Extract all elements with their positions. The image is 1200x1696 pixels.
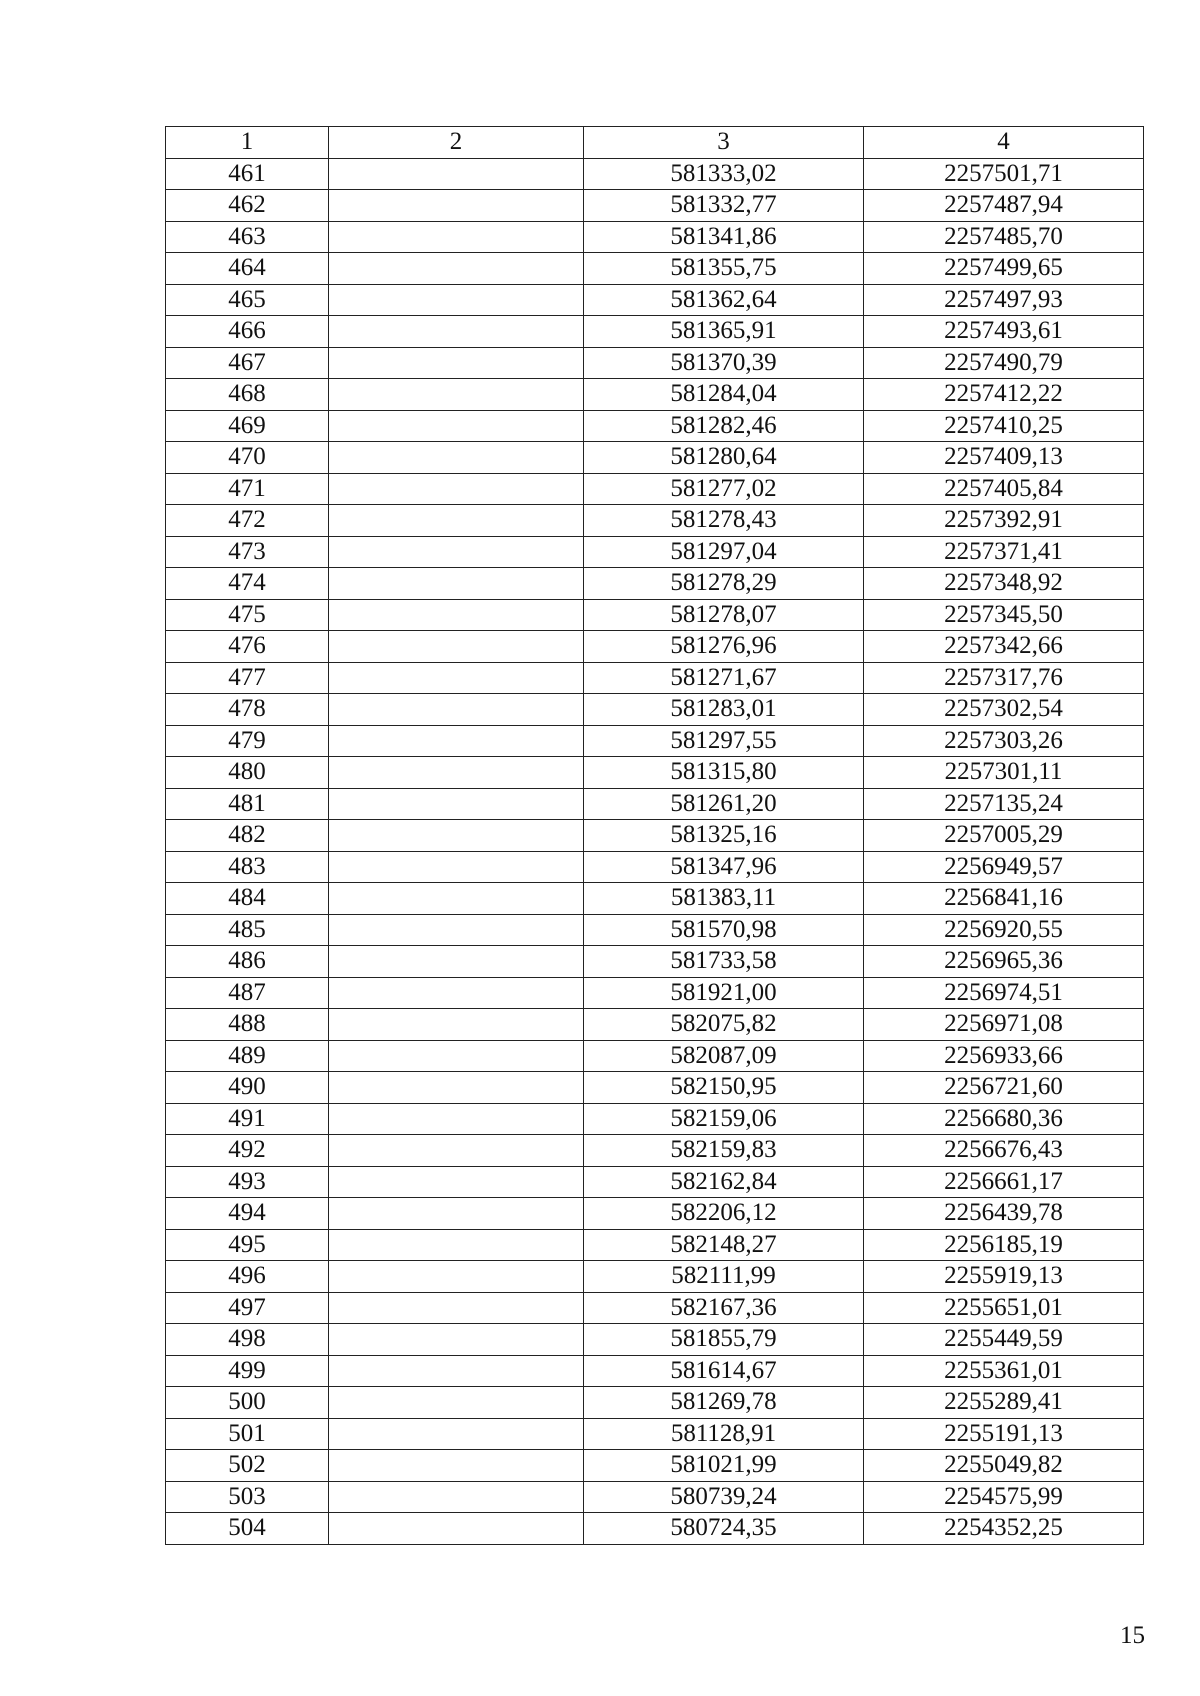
table-cell-col-4: 2257490,79 — [864, 347, 1144, 379]
table-cell-col-2 — [329, 473, 584, 505]
table-row — [166, 473, 1144, 505]
table-row — [166, 379, 1144, 411]
table-cell-col-1: 498 — [166, 1324, 329, 1356]
table-cell-col-2 — [329, 568, 584, 600]
table-cell-col-3: 581614,67 — [584, 1355, 864, 1387]
table-cell-col-4: 2257410,25 — [864, 410, 1144, 442]
table-cell-col-4: 2257485,70 — [864, 221, 1144, 253]
table-header-row — [166, 127, 1144, 159]
table-cell-col-1: 464 — [166, 253, 329, 285]
table-cell-col-3: 581283,01 — [584, 694, 864, 726]
table-cell-col-2 — [329, 1513, 584, 1545]
table-cell-col-1: 499 — [166, 1355, 329, 1387]
table-row — [166, 1324, 1144, 1356]
table-cell-col-4: 2257405,84 — [864, 473, 1144, 505]
table-cell-col-3: 581278,43 — [584, 505, 864, 537]
table-cell-col-4: 2255191,13 — [864, 1418, 1144, 1450]
table-row — [166, 1292, 1144, 1324]
table-cell-col-4: 2257345,50 — [864, 599, 1144, 631]
table-cell-col-1: 485 — [166, 914, 329, 946]
table-cell-col-3: 582167,36 — [584, 1292, 864, 1324]
table-cell-col-1: 476 — [166, 631, 329, 663]
table-cell-col-3: 581362,64 — [584, 284, 864, 316]
table-row — [166, 347, 1144, 379]
table-cell-col-4: 2255449,59 — [864, 1324, 1144, 1356]
table-cell-col-1: 483 — [166, 851, 329, 883]
table-cell-col-4: 2256974,51 — [864, 977, 1144, 1009]
table-row — [166, 284, 1144, 316]
table-cell-col-4: 2255919,13 — [864, 1261, 1144, 1293]
table-cell-col-3: 581325,16 — [584, 820, 864, 852]
table-cell-col-2 — [329, 379, 584, 411]
table-row — [166, 788, 1144, 820]
table-cell-col-2 — [329, 221, 584, 253]
table-row — [166, 1418, 1144, 1450]
table-cell-col-3: 581297,55 — [584, 725, 864, 757]
table-row — [166, 1513, 1144, 1545]
table-cell-col-3: 580739,24 — [584, 1481, 864, 1513]
table-cell-col-1: 480 — [166, 757, 329, 789]
table-cell-col-2 — [329, 1481, 584, 1513]
table-cell-col-4: 2256680,36 — [864, 1103, 1144, 1135]
table-cell-col-4: 2257412,22 — [864, 379, 1144, 411]
table-cell-col-4: 2257493,61 — [864, 316, 1144, 348]
table-cell-col-3: 581128,91 — [584, 1418, 864, 1450]
table-cell-col-1: 473 — [166, 536, 329, 568]
table-cell-col-4: 2257135,24 — [864, 788, 1144, 820]
table-cell-col-2 — [329, 505, 584, 537]
table-cell-col-1: 497 — [166, 1292, 329, 1324]
table-cell-col-2 — [329, 1261, 584, 1293]
column-header-1: 1 — [166, 127, 329, 159]
table-cell-col-1: 470 — [166, 442, 329, 474]
table-cell-col-4: 2255289,41 — [864, 1387, 1144, 1419]
table-cell-col-4: 2257342,66 — [864, 631, 1144, 663]
table-cell-col-2 — [329, 883, 584, 915]
table-cell-col-1: 477 — [166, 662, 329, 694]
table-cell-col-2 — [329, 1355, 584, 1387]
table-cell-col-3: 581332,77 — [584, 190, 864, 222]
table-cell-col-2 — [329, 1135, 584, 1167]
table-cell-col-4: 2257497,93 — [864, 284, 1144, 316]
table-cell-col-3: 581261,20 — [584, 788, 864, 820]
table-cell-col-1: 481 — [166, 788, 329, 820]
table-cell-col-3: 581365,91 — [584, 316, 864, 348]
table-cell-col-1: 472 — [166, 505, 329, 537]
table-cell-col-2 — [329, 253, 584, 285]
table-cell-col-4: 2256971,08 — [864, 1009, 1144, 1041]
table-cell-col-2 — [329, 977, 584, 1009]
table-cell-col-1: 482 — [166, 820, 329, 852]
table-cell-col-1: 503 — [166, 1481, 329, 1513]
table-row — [166, 977, 1144, 1009]
table-cell-col-4: 2257392,91 — [864, 505, 1144, 537]
table-cell-col-3: 581921,00 — [584, 977, 864, 1009]
table-cell-col-2 — [329, 284, 584, 316]
table-row — [166, 1040, 1144, 1072]
table-cell-col-2 — [329, 1229, 584, 1261]
table-row — [166, 1103, 1144, 1135]
table-row — [166, 946, 1144, 978]
table-cell-col-1: 466 — [166, 316, 329, 348]
table-row — [166, 1387, 1144, 1419]
table-cell-col-1: 463 — [166, 221, 329, 253]
table-cell-col-2 — [329, 1103, 584, 1135]
table-cell-col-1: 501 — [166, 1418, 329, 1450]
table-cell-col-1: 494 — [166, 1198, 329, 1230]
table-row — [166, 1166, 1144, 1198]
table-row — [166, 1009, 1144, 1041]
table-cell-col-1: 493 — [166, 1166, 329, 1198]
column-header-4: 4 — [864, 127, 1144, 159]
table-row — [166, 851, 1144, 883]
table-cell-col-4: 2257303,26 — [864, 725, 1144, 757]
table-row — [166, 1072, 1144, 1104]
coordinates-table — [165, 126, 1144, 1545]
table-row — [166, 536, 1144, 568]
table-cell-col-4: 2256439,78 — [864, 1198, 1144, 1230]
table-cell-col-2 — [329, 442, 584, 474]
table-cell-col-2 — [329, 788, 584, 820]
table-cell-col-2 — [329, 631, 584, 663]
table-cell-col-1: 491 — [166, 1103, 329, 1135]
table-cell-col-3: 581315,80 — [584, 757, 864, 789]
table-cell-col-4: 2256965,36 — [864, 946, 1144, 978]
table-cell-col-2 — [329, 757, 584, 789]
table-cell-col-3: 581284,04 — [584, 379, 864, 411]
table-cell-col-2 — [329, 820, 584, 852]
table-row — [166, 757, 1144, 789]
table-cell-col-1: 486 — [166, 946, 329, 978]
table-cell-col-4: 2257499,65 — [864, 253, 1144, 285]
table-row — [166, 631, 1144, 663]
table-row — [166, 505, 1144, 537]
table-cell-col-1: 465 — [166, 284, 329, 316]
table-cell-col-3: 581021,99 — [584, 1450, 864, 1482]
table-cell-col-1: 475 — [166, 599, 329, 631]
table-cell-col-3: 582087,09 — [584, 1040, 864, 1072]
table-cell-col-1: 488 — [166, 1009, 329, 1041]
table-row — [166, 1229, 1144, 1261]
table-cell-col-2 — [329, 347, 584, 379]
table-row — [166, 1450, 1144, 1482]
table-cell-col-2 — [329, 1072, 584, 1104]
table-cell-col-4: 2257348,92 — [864, 568, 1144, 600]
table-row — [166, 442, 1144, 474]
table-cell-col-4: 2257409,13 — [864, 442, 1144, 474]
table-cell-col-4: 2257501,71 — [864, 158, 1144, 190]
table-cell-col-3: 582206,12 — [584, 1198, 864, 1230]
table-cell-col-4: 2256185,19 — [864, 1229, 1144, 1261]
table-cell-col-1: 500 — [166, 1387, 329, 1419]
table-cell-col-3: 581282,46 — [584, 410, 864, 442]
table-cell-col-1: 478 — [166, 694, 329, 726]
table-cell-col-4: 2255361,01 — [864, 1355, 1144, 1387]
table-cell-col-1: 495 — [166, 1229, 329, 1261]
table-cell-col-1: 484 — [166, 883, 329, 915]
table-cell-col-1: 479 — [166, 725, 329, 757]
table-cell-col-4: 2256661,17 — [864, 1166, 1144, 1198]
table-cell-col-4: 2254575,99 — [864, 1481, 1144, 1513]
table-row — [166, 914, 1144, 946]
table-cell-col-4: 2256841,16 — [864, 883, 1144, 915]
table-cell-col-2 — [329, 851, 584, 883]
table-row — [166, 158, 1144, 190]
table-cell-col-4: 2257317,76 — [864, 662, 1144, 694]
table-cell-col-2 — [329, 694, 584, 726]
table-cell-col-3: 581347,96 — [584, 851, 864, 883]
table-cell-col-2 — [329, 1450, 584, 1482]
table-cell-col-1: 504 — [166, 1513, 329, 1545]
page-number: 15 — [1120, 1622, 1145, 1649]
table-row — [166, 883, 1144, 915]
table-cell-col-1: 469 — [166, 410, 329, 442]
table-cell-col-4: 2256676,43 — [864, 1135, 1144, 1167]
table-cell-col-1: 490 — [166, 1072, 329, 1104]
table-row — [166, 599, 1144, 631]
table-cell-col-1: 461 — [166, 158, 329, 190]
table-cell-col-3: 581297,04 — [584, 536, 864, 568]
table-cell-col-4: 2256949,57 — [864, 851, 1144, 883]
table-cell-col-2 — [329, 158, 584, 190]
table-cell-col-1: 474 — [166, 568, 329, 600]
table-cell-col-4: 2256721,60 — [864, 1072, 1144, 1104]
table-cell-col-2 — [329, 1324, 584, 1356]
table-cell-col-1: 492 — [166, 1135, 329, 1167]
table-cell-col-2 — [329, 1387, 584, 1419]
table-cell-col-3: 581269,78 — [584, 1387, 864, 1419]
table-cell-col-4: 2257371,41 — [864, 536, 1144, 568]
table-cell-col-1: 467 — [166, 347, 329, 379]
table-cell-col-3: 582159,06 — [584, 1103, 864, 1135]
table-cell-col-3: 581855,79 — [584, 1324, 864, 1356]
table-row — [166, 1481, 1144, 1513]
table-row — [166, 253, 1144, 285]
table-row — [166, 410, 1144, 442]
table-row — [166, 1261, 1144, 1293]
table-row — [166, 820, 1144, 852]
table-row — [166, 1198, 1144, 1230]
table-cell-col-2 — [329, 1198, 584, 1230]
table-cell-col-1: 471 — [166, 473, 329, 505]
table-row — [166, 1135, 1144, 1167]
table-cell-col-3: 582150,95 — [584, 1072, 864, 1104]
table-cell-col-3: 582075,82 — [584, 1009, 864, 1041]
table-cell-col-2 — [329, 536, 584, 568]
table-cell-col-3: 581276,96 — [584, 631, 864, 663]
table-cell-col-3: 581333,02 — [584, 158, 864, 190]
table-cell-col-3: 582148,27 — [584, 1229, 864, 1261]
table-cell-col-3: 582162,84 — [584, 1166, 864, 1198]
table-row — [166, 190, 1144, 222]
table-body — [166, 158, 1144, 1544]
table-row — [166, 221, 1144, 253]
table-row — [166, 725, 1144, 757]
table-row — [166, 694, 1144, 726]
table-cell-col-4: 2256920,55 — [864, 914, 1144, 946]
table-cell-col-3: 581278,07 — [584, 599, 864, 631]
table-row — [166, 1355, 1144, 1387]
table-cell-col-4: 2256933,66 — [864, 1040, 1144, 1072]
table-cell-col-4: 2255049,82 — [864, 1450, 1144, 1482]
table-cell-col-1: 468 — [166, 379, 329, 411]
table-cell-col-4: 2257301,11 — [864, 757, 1144, 789]
table-cell-col-2 — [329, 1009, 584, 1041]
table-cell-col-3: 581383,11 — [584, 883, 864, 915]
table-cell-col-3: 581280,64 — [584, 442, 864, 474]
table-cell-col-2 — [329, 1166, 584, 1198]
table-cell-col-1: 489 — [166, 1040, 329, 1072]
table-cell-col-4: 2255651,01 — [864, 1292, 1144, 1324]
table-cell-col-1: 496 — [166, 1261, 329, 1293]
table-row — [166, 662, 1144, 694]
table-cell-col-3: 581370,39 — [584, 347, 864, 379]
table-cell-col-1: 502 — [166, 1450, 329, 1482]
table-cell-col-4: 2254352,25 — [864, 1513, 1144, 1545]
table-cell-col-3: 582111,99 — [584, 1261, 864, 1293]
table-cell-col-3: 581271,67 — [584, 662, 864, 694]
table-cell-col-3: 582159,83 — [584, 1135, 864, 1167]
table-cell-col-2 — [329, 1040, 584, 1072]
table-cell-col-4: 2257302,54 — [864, 694, 1144, 726]
table-cell-col-3: 581277,02 — [584, 473, 864, 505]
table-cell-col-2 — [329, 914, 584, 946]
table-cell-col-2 — [329, 190, 584, 222]
table-row — [166, 568, 1144, 600]
table-cell-col-4: 2257487,94 — [864, 190, 1144, 222]
column-header-2: 2 — [329, 127, 584, 159]
table-cell-col-3: 580724,35 — [584, 1513, 864, 1545]
table-cell-col-4: 2257005,29 — [864, 820, 1144, 852]
table-cell-col-3: 581733,58 — [584, 946, 864, 978]
table-cell-col-2 — [329, 725, 584, 757]
table-cell-col-3: 581278,29 — [584, 568, 864, 600]
table-cell-col-3: 581341,86 — [584, 221, 864, 253]
table-cell-col-2 — [329, 1292, 584, 1324]
table-cell-col-2 — [329, 599, 584, 631]
column-header-3: 3 — [584, 127, 864, 159]
table-row — [166, 316, 1144, 348]
table-cell-col-2 — [329, 1418, 584, 1450]
table-cell-col-2 — [329, 410, 584, 442]
table-cell-col-2 — [329, 946, 584, 978]
table-cell-col-1: 462 — [166, 190, 329, 222]
table-cell-col-2 — [329, 316, 584, 348]
table-cell-col-1: 487 — [166, 977, 329, 1009]
table-cell-col-3: 581570,98 — [584, 914, 864, 946]
table-cell-col-3: 581355,75 — [584, 253, 864, 285]
table-cell-col-2 — [329, 662, 584, 694]
